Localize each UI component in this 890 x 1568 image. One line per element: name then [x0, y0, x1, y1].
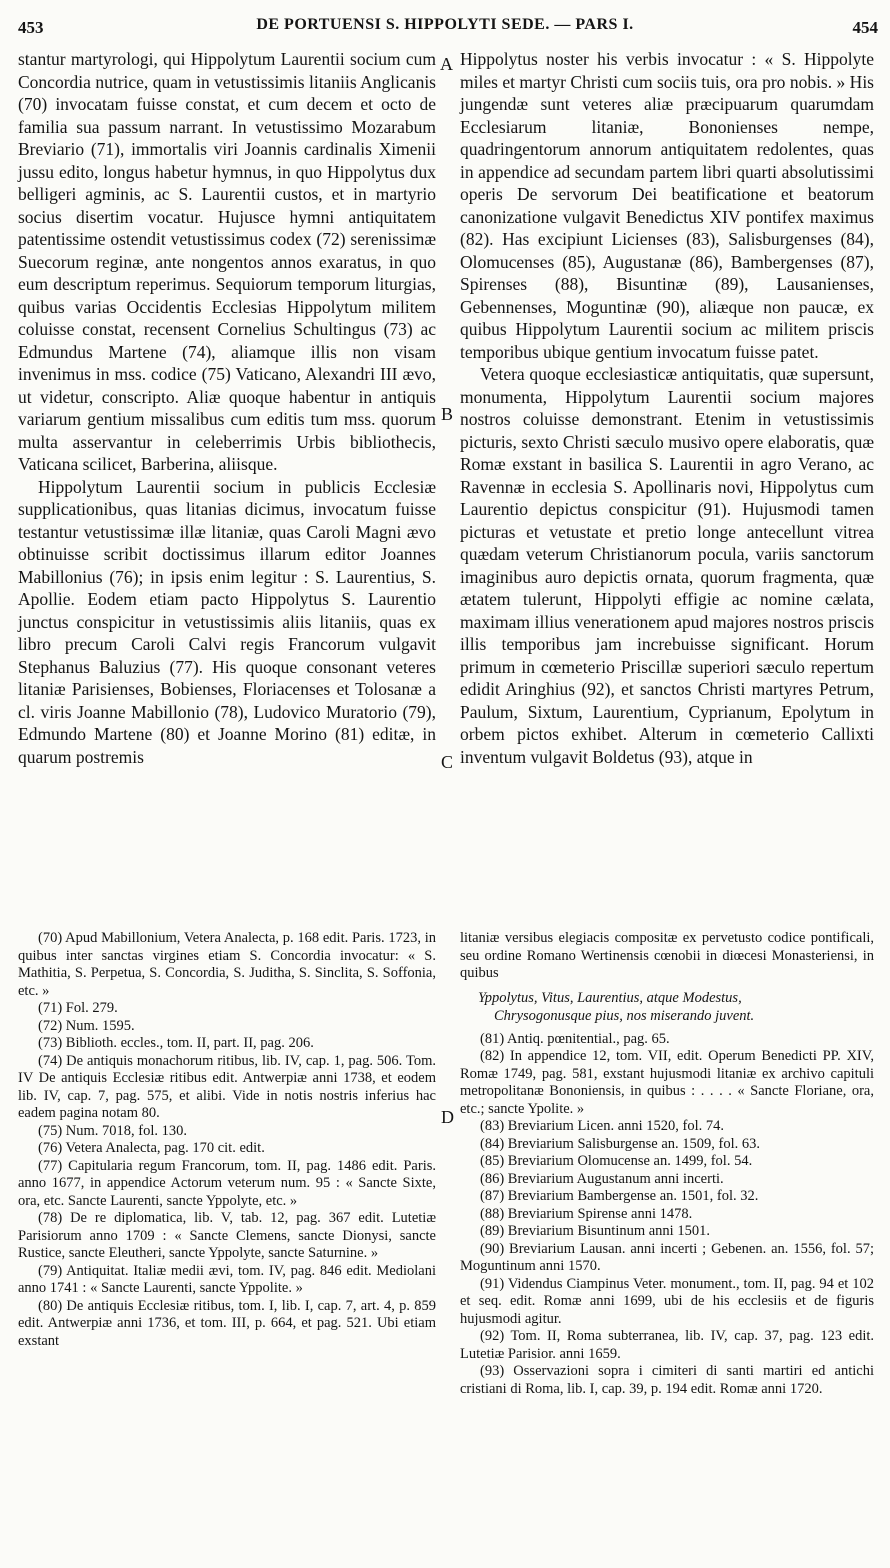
footnote: (75) Num. 7018, fol. 130. — [38, 1122, 188, 1139]
verse-line: Chrysogonusque pius, nos miserando juvent. — [494, 1007, 755, 1024]
footnote: (85) Breviarium Olomucense an. 1499, fol. 54. — [480, 1153, 753, 1169]
footnote: (91) Videndus Ciampinus Veter. monument., tom. II, pag. 94 et 102 et seq. edit. Romæ anni 1699, ubi de his ecclesiis et de figuris hujusmodi agitur. — [460, 1275, 874, 1327]
footnote: (71) Fol. 279. — [38, 1000, 118, 1016]
footnote: (89) Breviarium Bisuntinum anni 1501. — [480, 1223, 710, 1239]
footnote: (83) Breviarium Licen. anni 1520, fol. 74. — [480, 1118, 725, 1134]
footnote: (77) Capitularia regum Francorum, tom. II, pag. 1486 edit. Paris. anno 1677, in appendice Actorum veterum num. 95 : « Sancte Sixte, ora, etc. Sancte Laurenti, sancte Yppolyte, etc. » — [18, 1157, 436, 1209]
footnote: (73) Biblioth. eccles., tom. II, part. II, pag. 206. — [38, 1035, 314, 1051]
footnote: (76) Vetera Analecta, pag. 170 cit. edit. — [38, 1140, 265, 1156]
footnote: (93) Osservazioni sopra i cimiteri di santi martiri ed antichi cristiani di Roma, lib. I, cap. 39, p. 194 edit. Romæ anni 1720. — [460, 1363, 874, 1397]
footnote: (92) Tom. II, Roma subterranea, lib. IV, cap. 37, pag. 123 edit. Lutetiæ Parisior. anni 1659. — [460, 1328, 874, 1362]
footnote: (87) Breviarium Bambergense an. 1501, fol. 32. — [480, 1188, 759, 1204]
footnote: (90) Breviarium Lausan. anni incerti ; Gebenen. an. 1556, fol. 57; Moguntinum anni 1570. — [460, 1240, 874, 1274]
right-column-text — [460, 48, 874, 768]
footnote: (80) De antiquis Ecclesiæ ritibus, tom. I, lib. I, cap. 7, art. 4, p. 859 edit. Antwerpiæ anni 1736, et tom. III, p. 664, et pag. 521. Ubi etiam exstant — [18, 1297, 436, 1349]
footnote: (70) Apud Mabillonium, Vetera Analecta, p. 168 edit. Paris. 1723, in quibus inter sanctas virgines etiam S. Concordia invocatur: « S. Mathitia, S. Perpetua, S. Concordia, S. Juditha, S. Sinclita, S. Soffonia, etc. » — [18, 930, 436, 999]
margin-marker-d: D — [441, 1107, 454, 1127]
footnote: (78) De re diplomatica, lib. V, tab. 12, pag. 367 edit. Lutetiæ Parisiorum anno 1709 : « Sancte Clemens, sancte Dionysi, sancte Rustice, sancte Eleutheri, sancte Yppolyte, sancte Saturnine. » — [18, 1210, 436, 1261]
page-number-right: 454 — [852, 18, 878, 37]
footnote: (79) Antiquitat. Italiæ medii ævi, tom. IV, pag. 846 edit. Mediolani anno 1741 : « Sancte Laurenti, sancte Yppolite. » — [18, 1262, 436, 1296]
margin-marker-b: B — [441, 404, 454, 424]
paragraph: Hippolytus noster his verbis invocatur : « S. Hippolyte miles et martyr Christi cum sociis tuis, ora pro nobis. » His jungendæ sunt veteres aliæ præcipuarum quarumdam Ecclesiarum litaniæ, Bononienses nempe, quadringentorum annorum antiquitatem redolentes, quas in appendice ad secundam partem libri quarti absolutissimi operis De servorum Dei beatificatione et beatorum canonizatione vulgavit Benedictus XIV pontifex maximus (82). Has excipiunt Licienses (83), Salisburgenses (84), Olomucenses (85), Augustanæ (86), Bambergenses (87), Spirenses (88), Bisuntinæ (89), Lausanienses, Gebennenses, Moguntinæ (90), aliæque non paucæ, ex quibus Hippolytum Laurentii socium ac militem priscis temporibus ubique gentium invocatum fuisse patet. — [460, 49, 874, 362]
verse-quote — [478, 989, 874, 1025]
left-column-text — [18, 48, 436, 768]
paragraph: Vetera quoque ecclesiasticæ antiquitatis, quæ supersunt, monumenta, Hippolytum Laurentii socium majores nostros coluisse demonstrant. Etenim in vetustissimis picturis, sexto Christi sæculo musivo opere elaboratis, quæ Romæ exstant in basilica S. Laurentii in agro Verano, ac Ravennæ in ecclesia S. Apollinaris novi, Hippolytus cum Laurentio depictus conspicitur (91). Hujusmodi tamen picturas et vetustate et pretio longe antecellunt vitrea quædam veterum Christianorum pocula, variis sanctorum imaginibus auro depictis ornata, quorum fragmenta, quæ ætatem tulerunt, Hippolyti effigie ac nomine cælata, maximam illius venerationem apud majores nostros priscis illis temporibus jam increbuisse significant. Horum primum in cœmeterio Priscillæ superiori sæculo repertum edidit Aringhius (92), et sanctos Christi martyres Petrum, Paulum, Sixtum, Laurentium, Cyprianum, Epolytum in orbem pictos exhibet. Alterum in cœmeterio Callixti inventum vulgavit Boldetus (93), atque in — [460, 364, 874, 767]
footnote: (84) Breviarium Salisburgense an. 1509, fol. 63. — [480, 1135, 761, 1152]
footnote: (88) Breviarium Spirense anni 1478. — [480, 1205, 693, 1222]
left-column-footnotes — [18, 930, 436, 1350]
footnote: (74) De antiquis monachorum ritibus, lib. IV, cap. 1, pag. 506. Tom. IV De antiquis Ecclesiæ ritibus edit. Antwerpiæ anni 1738, et eodem lib. IV, cap. 7, pag. 575, et alibi. Vide in notis nostris inferius hac eadem pagina notam 80. — [18, 1052, 436, 1121]
footnote: (82) In appendice 12, tom. VII, edit. Operum Benedicti PP. XIV, Romæ 1749, pag. 581, exstant hujusmodi litaniæ ex archivo capituli metropolitanæ Bononiensis, in quibus : . . . . « Sancte Floriane, ora, etc.; sancte Ypolite. » — [460, 1048, 874, 1117]
paragraph: Hippolytum Laurentii socium in publicis Ecclesiæ supplicationibus, quas litanias dicimus, invocatum fuisse testantur vetustissimæ illæ litaniæ, quas Caroli Magni ævo obtinuisse scribit doctissimus illarum editor Joannes Mabillonius (76); in ipsis enim legitur : S. Laurentius, S. Apollie. Eodem etiam pacto Hippolytus S. Laurentio junctus conspicitur in vetustissimis aliis litaniis, quas ex libro precum Caroli Calvi regis Francorum vulgavit Stephanus Baluzius (77). His quoque consonant veteres litaniæ Parisienses, Bobienses, Floriacenses et Tolosanæ a cl. viris Joanne Mabillonio (78), Ludovico Muratorio (79), Edmundo Martene (80) et Joanne Morino (81) editæ, in quarum postremis — [18, 476, 436, 767]
margin-marker-a: A — [440, 54, 453, 74]
running-title: DE PORTUENSI S. HIPPOLYTI SEDE. — PARS I. — [256, 16, 634, 33]
footnote: (86) Breviarium Augustanum anni incerti. — [480, 1170, 724, 1187]
footnote: (72) Num. 1595. — [38, 1017, 135, 1034]
paragraph: stantur martyrologi, qui Hippolytum Laurentii socium cum Concordia nutrice, quam in vetustissimis litaniis Anglicanis (70) invocatam fuisse constat, et cum decem et octo de familia sua passum narrant. In vetustissimo Mozarabum Breviario (71), immortalis viri Joannis cardinalis Ximenii jussu edito, longus habetur hymnus, in quo Hippolytus dux belligeri agminis, ac S. Laurentii custos, et in martyrio socius disertim vocatur. Hujusce hymni antiquitatem patentissime ostendit vetustissimus codex (72) serenissimæ Suecorum reginæ, ante nongentos annos exaratus, in quo eum descriptum reperimus. Sequiorum temporum liturgias, quibus varias Occidentis Ecclesias Hippolytum militem coluisse constat, recensent Cornelius Schultingus (73) ac Edmundus Martene (74), aliamque illis non visam invenimus in mss. codice (75) Vaticano, Alexandri III ævo, ut videtur, conscripto. Aliæ quoque habentur in antiquis variarum gentium missalibus cum editis tum mss. quorum multa asservantur in celeberrimis Urbis bibliothecis, Vaticana scilicet, Barberina, aliisque. — [18, 49, 436, 474]
right-column-footnotes — [460, 930, 874, 1398]
margin-marker-c: C — [441, 752, 454, 772]
footnote: (81) Antiq. pœnitential., pag. 65. — [480, 1030, 670, 1047]
footnote-continuation: litaniæ versibus elegiacis compositæ ex pervetusto codice pontificali, seu ordine Romano Wertinensis cœnobii in diœcesi Monasteriensi, in quibus — [460, 930, 874, 981]
verse-line: Yppolytus, Vitus, Laurentius, atque Modestus, — [478, 989, 742, 1006]
page-header — [0, 0, 890, 40]
page-number-left: 453 — [18, 18, 44, 37]
